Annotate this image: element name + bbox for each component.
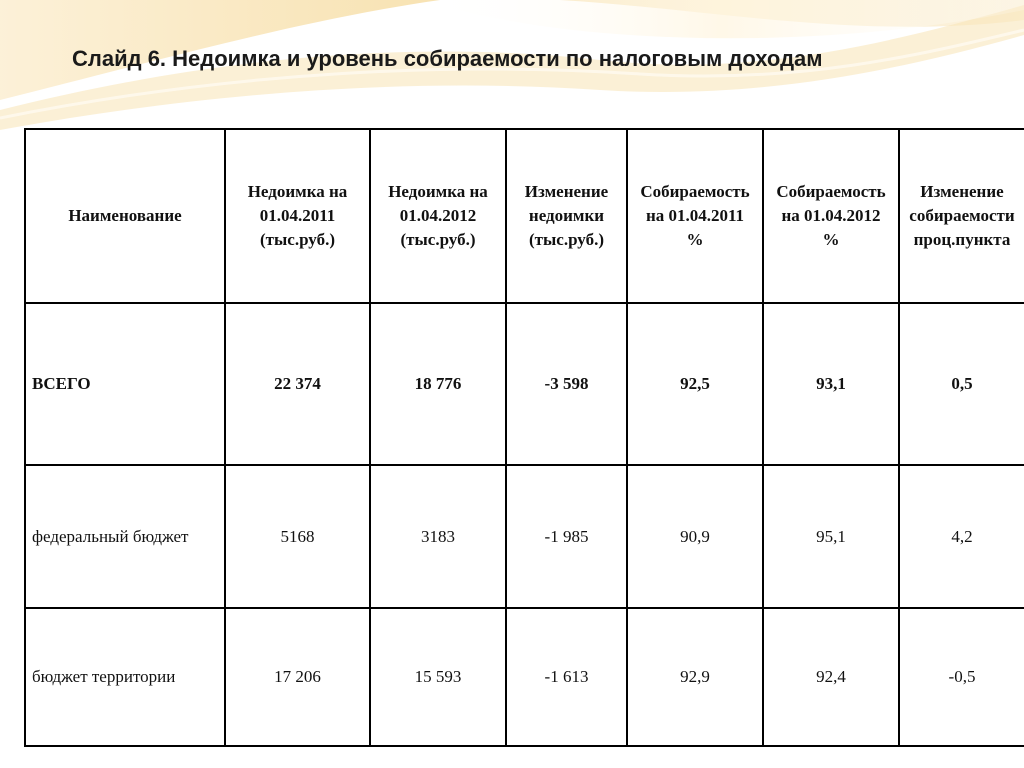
cell-arrears-2011: 5168 [225, 465, 370, 608]
cell-collection-2011: 92,5 [627, 303, 763, 465]
cell-collection-change: 4,2 [899, 465, 1024, 608]
cell-collection-2012: 93,1 [763, 303, 899, 465]
header-arrears-2012: Недоимка на 01.04.2012 (тыс.руб.) [370, 129, 506, 303]
header-name: Наименование [25, 129, 225, 303]
cell-arrears-change: -1 613 [506, 608, 627, 746]
table-row-federal [25, 465, 1024, 608]
table-row-total [25, 303, 1024, 465]
cell-arrears-2011: 17 206 [225, 608, 370, 746]
row-label: бюджет территории [25, 608, 225, 746]
header-arrears-change: Изменение недоимки (тыс.руб.) [506, 129, 627, 303]
cell-arrears-2012: 18 776 [370, 303, 506, 465]
cell-collection-change: 0,5 [899, 303, 1024, 465]
header-collection-2011: Собираемость на 01.04.2011 % [627, 129, 763, 303]
cell-collection-2011: 92,9 [627, 608, 763, 746]
cell-arrears-2012: 15 593 [370, 608, 506, 746]
row-label: ВСЕГО [25, 303, 225, 465]
arrears-table [24, 128, 1024, 747]
cell-collection-2012: 92,4 [763, 608, 899, 746]
row-label: федеральный бюджет [25, 465, 225, 608]
header-row [25, 129, 1024, 303]
header-collection-2012: Собираемость на 01.04.2012 % [763, 129, 899, 303]
cell-arrears-change: -3 598 [506, 303, 627, 465]
cell-collection-2012: 95,1 [763, 465, 899, 608]
slide-title: Слайд 6. Недоимка и уровень собираемости по налоговым доходам [72, 46, 823, 71]
cell-collection-change: -0,5 [899, 608, 1024, 746]
cell-arrears-change: -1 985 [506, 465, 627, 608]
header-arrears-2011: Недоимка на 01.04.2011 (тыс.руб.) [225, 129, 370, 303]
header-collection-change: Изменение собираемости проц.пункта [899, 129, 1024, 303]
cell-collection-2011: 90,9 [627, 465, 763, 608]
table-row-territory [25, 608, 1024, 746]
cell-arrears-2011: 22 374 [225, 303, 370, 465]
cell-arrears-2012: 3183 [370, 465, 506, 608]
